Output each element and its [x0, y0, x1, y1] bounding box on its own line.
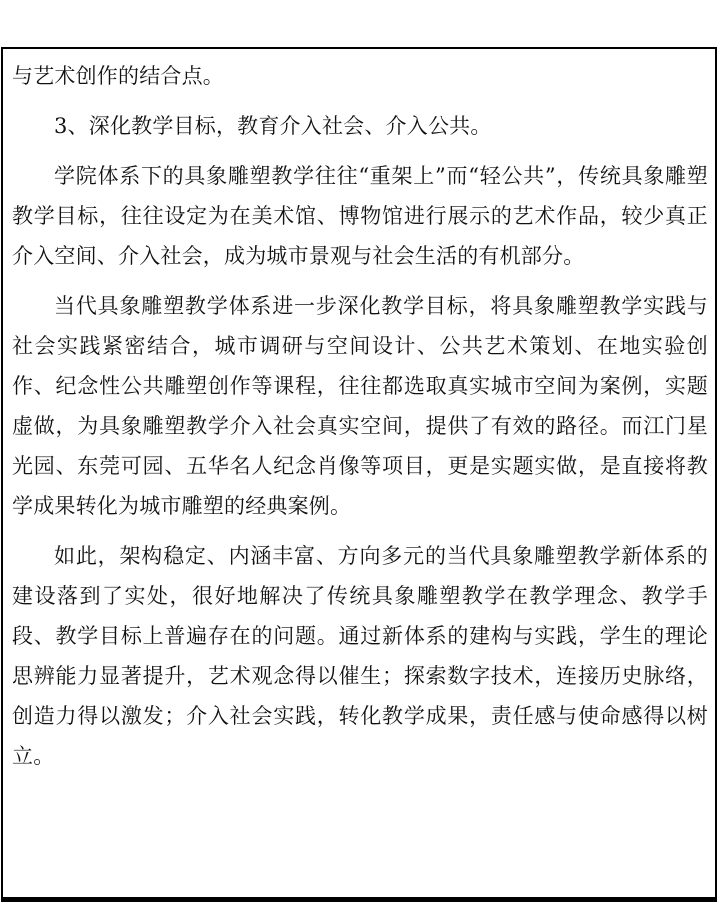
paragraph-continuation: 与艺术创作的结合点。	[12, 64, 224, 88]
document-body	[12, 56, 708, 776]
paragraph-gap	[12, 96, 708, 106]
paragraph-gap	[12, 146, 708, 156]
paragraph: 如此，架构稳定、内涵丰富、方向多元的当代具象雕塑教学新体系的建设落到了实处，很好地解决了传统具象雕塑教学在教学理念、教学手段、教学目标上普遍存在的问题。通过新体系的建构与实践，学生的理论思辨能力显著提升，艺术观念得以催生；探索数字技术，连接历史脉络，创造力得以激发；介入社会实践，转化教学成果，责任感与使命感得以树立。	[12, 544, 708, 768]
paragraph-gap	[12, 526, 708, 536]
section-heading: 3、深化教学目标，教育介入社会、介入公共。	[54, 114, 492, 138]
paragraph: 学院体系下的具象雕塑教学往往“重架上”而“轻公共”，传统具象雕塑教学目标，往往设定为在美术馆、博物馆进行展示的艺术作品，较少真正介入空间、介入社会，成为城市景观与社会生活的有机部分。	[12, 164, 708, 268]
paragraph: 当代具象雕塑教学体系进一步深化教学目标，将具象雕塑教学实践与社会实践紧密结合，城市调研与空间设计、公共艺术策划、在地实验创作、纪念性公共雕塑创作等课程，往往都选取真实城市空间为案例，实题虚做，为具象雕塑教学介入社会真实空间，提供了有效的路径。而江门星光园、东莞可园、五华名人纪念肖像等项目，更是实题实做，是直接将教学成果转化为城市雕塑的经典案例。	[12, 294, 708, 518]
paragraph-gap	[12, 276, 708, 286]
